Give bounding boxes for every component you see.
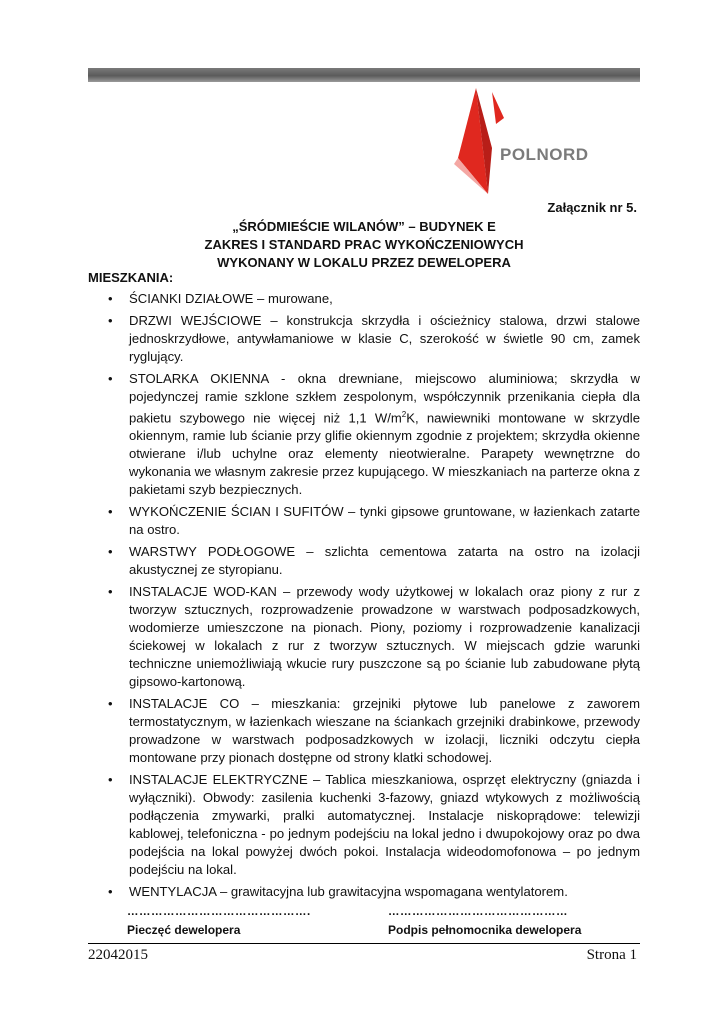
signature-line: ……………………………………… [388,906,568,918]
signature-label: Pieczęć dewelopera [127,923,241,937]
attachment-number: Załącznik nr 5. [547,200,637,215]
list-item: • INSTALACJE WOD-KAN – przewody wody użytkowej w lokalach oraz piony z rur z tworzyw sztucznych, rozprowadzenie prowadzone w warstwach podposadzkowych, wodomierze umieszczone na pionach. Piony, poziomy i rozprowadzenie kanalizacji ściekowej w lokalach z rur z tworzyw sztucznych. W miejscach gdzie warunki techniczne uniemożliwiają wkucie rury puszczone są po ścianie lub zabudowane płytą gipsowo-kartonową. [108,584,640,690]
proxy-signature [388,905,581,937]
logo-text: POLNORD [500,145,589,164]
document-code: 22042015 [88,947,148,963]
bullet-icon: • [108,504,113,520]
list-item: • WARSTWY PODŁOGOWE – szlichta cementowa zatarta na ostro na izolacji akustycznej ze styropianu. [108,544,640,578]
bullet-icon: • [108,544,113,560]
list-item: • INSTALACJE ELEKTRYCZNE – Tablica mieszkaniowa, osprzęt elektryczny (gniazda i wyłączniki). Obwody: zasilenia kuchenki 3-fazowy, gniazd wtykowych z możliwością podłączenia zmywarki, pralki automatycznej. Instalacje niskoprądowe: telewizji kablowej, telefoniczna - po jednym podejściu na lokal jedno i dwupokojowy oraz po dwa podejścia na lokal powyżej dwóch pokoi. Instalacja wideodomofonowa – po jednym podejściu na lokal. [108,772,640,878]
bullet-icon: • [108,772,113,788]
document-title [88,218,640,272]
bullet-icon: • [108,696,113,712]
scope-list [88,290,640,905]
polnord-logo [448,88,588,198]
header-bar [88,68,640,82]
list-item: • INSTALACJE CO – mieszkania: grzejniki płytowe lub panelowe z zaworem termostatycznym, w łazienkach wieszane na ściankach grzejniki drabinkowe, przewody prowadzone w warstwach podposadzkowych w izolacji, liczniki odczytu ciepła montowane przy pionach dostępne od strony klatki schodowej. [108,696,640,766]
developer-stamp [127,905,311,937]
list-item: • WENTYLACJA – grawitacyjna lub grawitacyjna wspomagana wentylatorem. [108,884,568,900]
logo-red-tip [492,92,504,124]
footer-divider [88,943,640,944]
list-item: • ŚCIANKI DZIAŁOWE – murowane, [108,291,333,306]
bullet-icon: • [108,313,113,328]
title-line: WYKONANY W LOKALU PRZEZ DEWELOPERA [217,255,511,270]
bullet-icon: • [108,584,113,600]
section-title: MIESZKANIA: [88,270,174,285]
list-item: • STOLARKA OKIENNA - okna drewniane, miejscowo aluminiowa; skrzydła w pojedynczej ramie szklone szkłem zespolonym, współczynnik przenikania ciepła dla pakietu szybowego nie więcej niż 1,1 $W/m^2K$, nawiewniki montowane w skrzydle okiennym, ramie lub ścianie przy glifie okiennym zgodnie z projektem; skrzydła okienne otwierane i/lub uchylne oraz elementy nieotwieralne. Parapety wewnętrzne do wykonania we własnym zakresie przez kupującego. W mieszkaniach na parterze okna z pakietami szyb bezpiecznych. [108,371,640,498]
signature-label: Podpis pełnomocnika dewelopera [388,923,582,937]
bullet-icon: • [108,884,113,900]
page-number: Strona 1 [586,947,637,963]
signature-line: ………………………………………. [127,906,311,918]
title-line: ZAKRES I STANDARD PRAC WYKOŃCZENIOWYCH [204,237,524,252]
list-item: • DRZWI WEJŚCIOWE – konstrukcja skrzydła i ościeżnicy stalowa, drzwi stalowe jednoskrzydłowe, antywłamaniowe w klasie C, szerokość w świetle 90 cm, zamek ryglujący. [108,313,640,364]
bullet-icon: • [108,291,113,306]
bullet-icon: • [108,371,113,386]
title-line: „ŚRÓDMIEŚCIE WILANÓW” – BUDYNEK E [232,219,496,234]
list-item: • WYKOŃCZENIE ŚCIAN I SUFITÓW – tynki gipsowe gruntowane, w łazienkach zatarte na ostro. [108,504,640,538]
